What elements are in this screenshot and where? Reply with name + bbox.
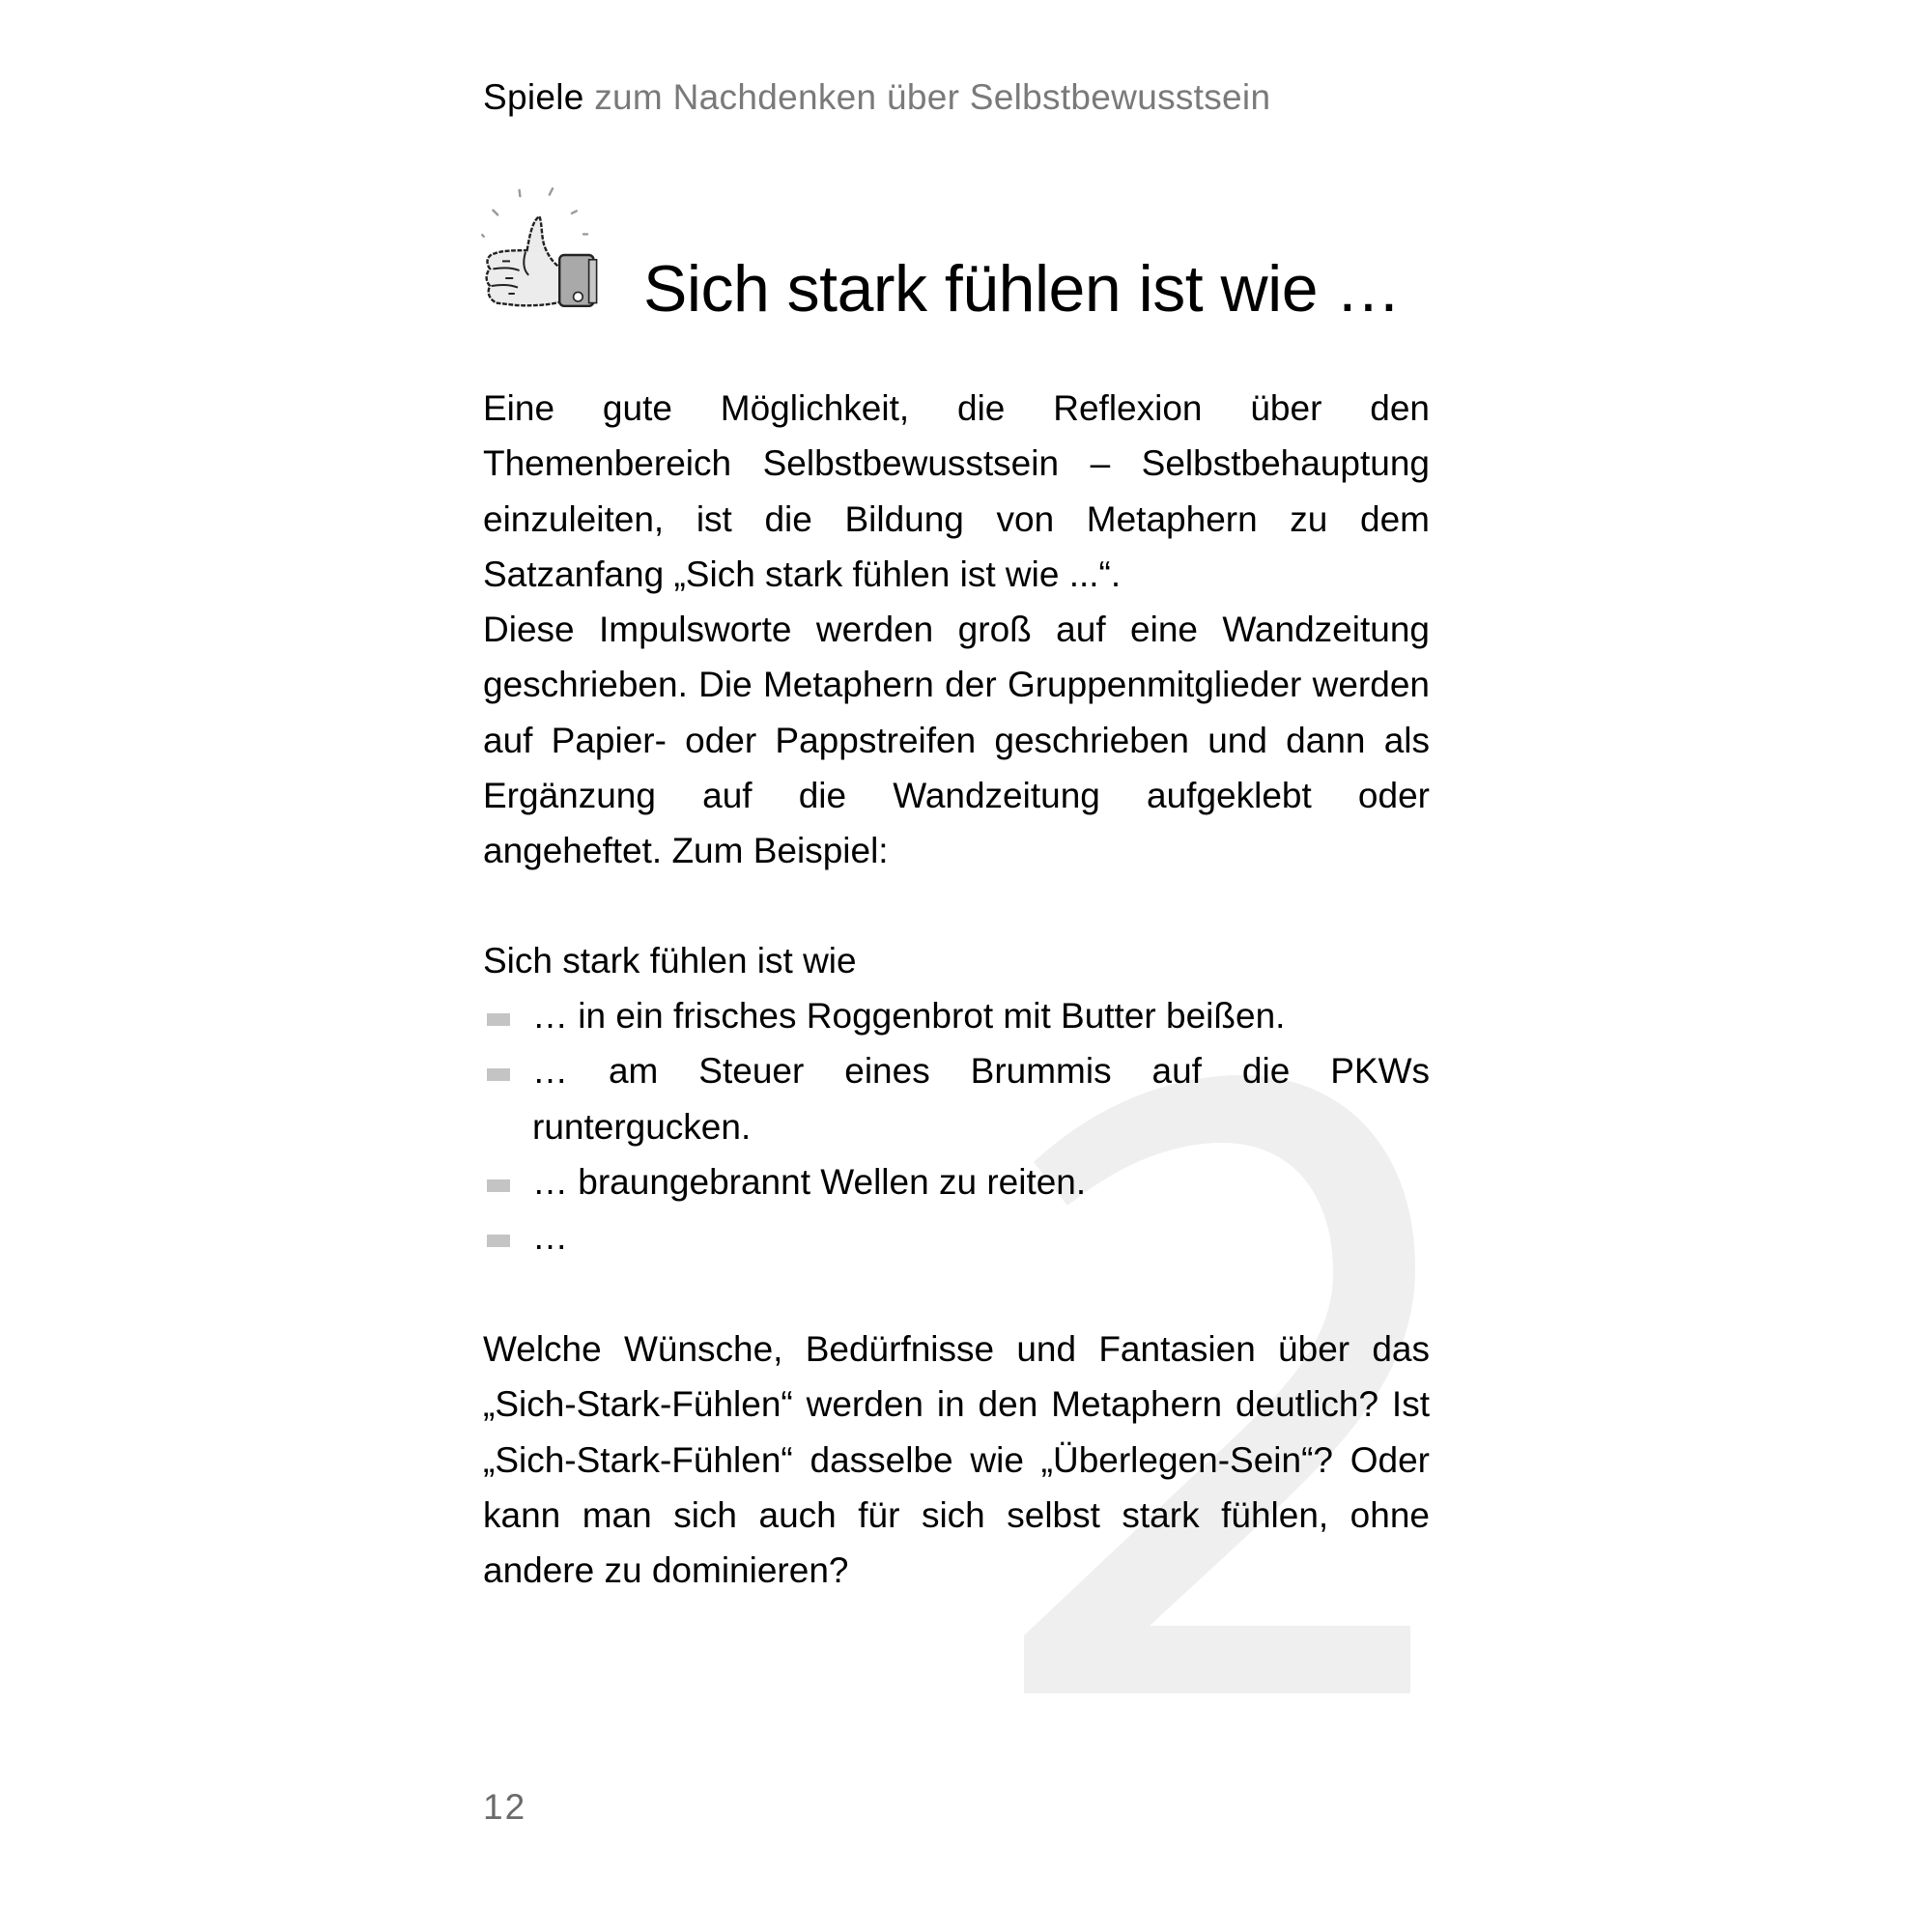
bullet-square-icon [487, 1179, 510, 1192]
list-item-text: … am Steuer eines Brummis auf die PKWs runtergucken. [532, 1051, 1430, 1147]
bullet-square-icon [487, 1013, 510, 1026]
reflection-questions-paragraph: Welche Wünsche, Bedürfnisse und Fantasien über das „Sich-Stark-Fühlen“ werden in den Metaphern deutlich? Ist „Sich-Stark-Fühlen“ dasselbe wie „Überlegen-Sein“? Oder kann man sich auch für sich selbst stark fühlen, ohne andere zu dominieren? [483, 1329, 1430, 1591]
list-item [483, 988, 1430, 1043]
running-head [483, 77, 1270, 118]
running-head-series: Spiele [483, 77, 584, 117]
bullet-square-icon [487, 1068, 510, 1081]
list-item-text: … in ein frisches Roggenbrot mit Butter beißen. [532, 996, 1286, 1036]
list-item-text: … braungebrannt Wellen zu reiten. [532, 1161, 1087, 1202]
example-metaphor-list [483, 988, 1430, 1264]
section-title: Sich stark fühlen ist wie … [643, 252, 1401, 326]
list-item [483, 1209, 1430, 1264]
thumbs-up-icon [471, 164, 626, 338]
page-number: 12 [483, 1787, 527, 1827]
running-head-subtitle: zum Nachdenken über Selbstbewusstsein [583, 77, 1271, 117]
bullet-square-icon [487, 1235, 510, 1247]
list-item-text: … [532, 1217, 568, 1258]
list-item [483, 1154, 1430, 1209]
example-list-lead: Sich stark fühlen ist wie [483, 941, 857, 980]
list-item [483, 1043, 1430, 1154]
section-heading [471, 164, 1437, 338]
intro-paragraph: Eine gute Möglichkeit, die Reflexion über den Themenbereich Selbstbewusstsein – Selbstbehauptung einzuleiten, ist die Bildung von Metaphern zu dem Satzanfang „Sich stark fühlen ist wie ...“. [483, 388, 1430, 594]
instruction-paragraph: Diese Impulsworte werden groß auf eine Wandzeitung geschrieben. Die Metaphern der Gruppenmitglieder werden auf Papier- oder Pappstreifen geschrieben und dann als Ergänzung auf die Wandzeitung aufgeklebt oder angeheftet. Zum Beispiel: [483, 610, 1430, 871]
